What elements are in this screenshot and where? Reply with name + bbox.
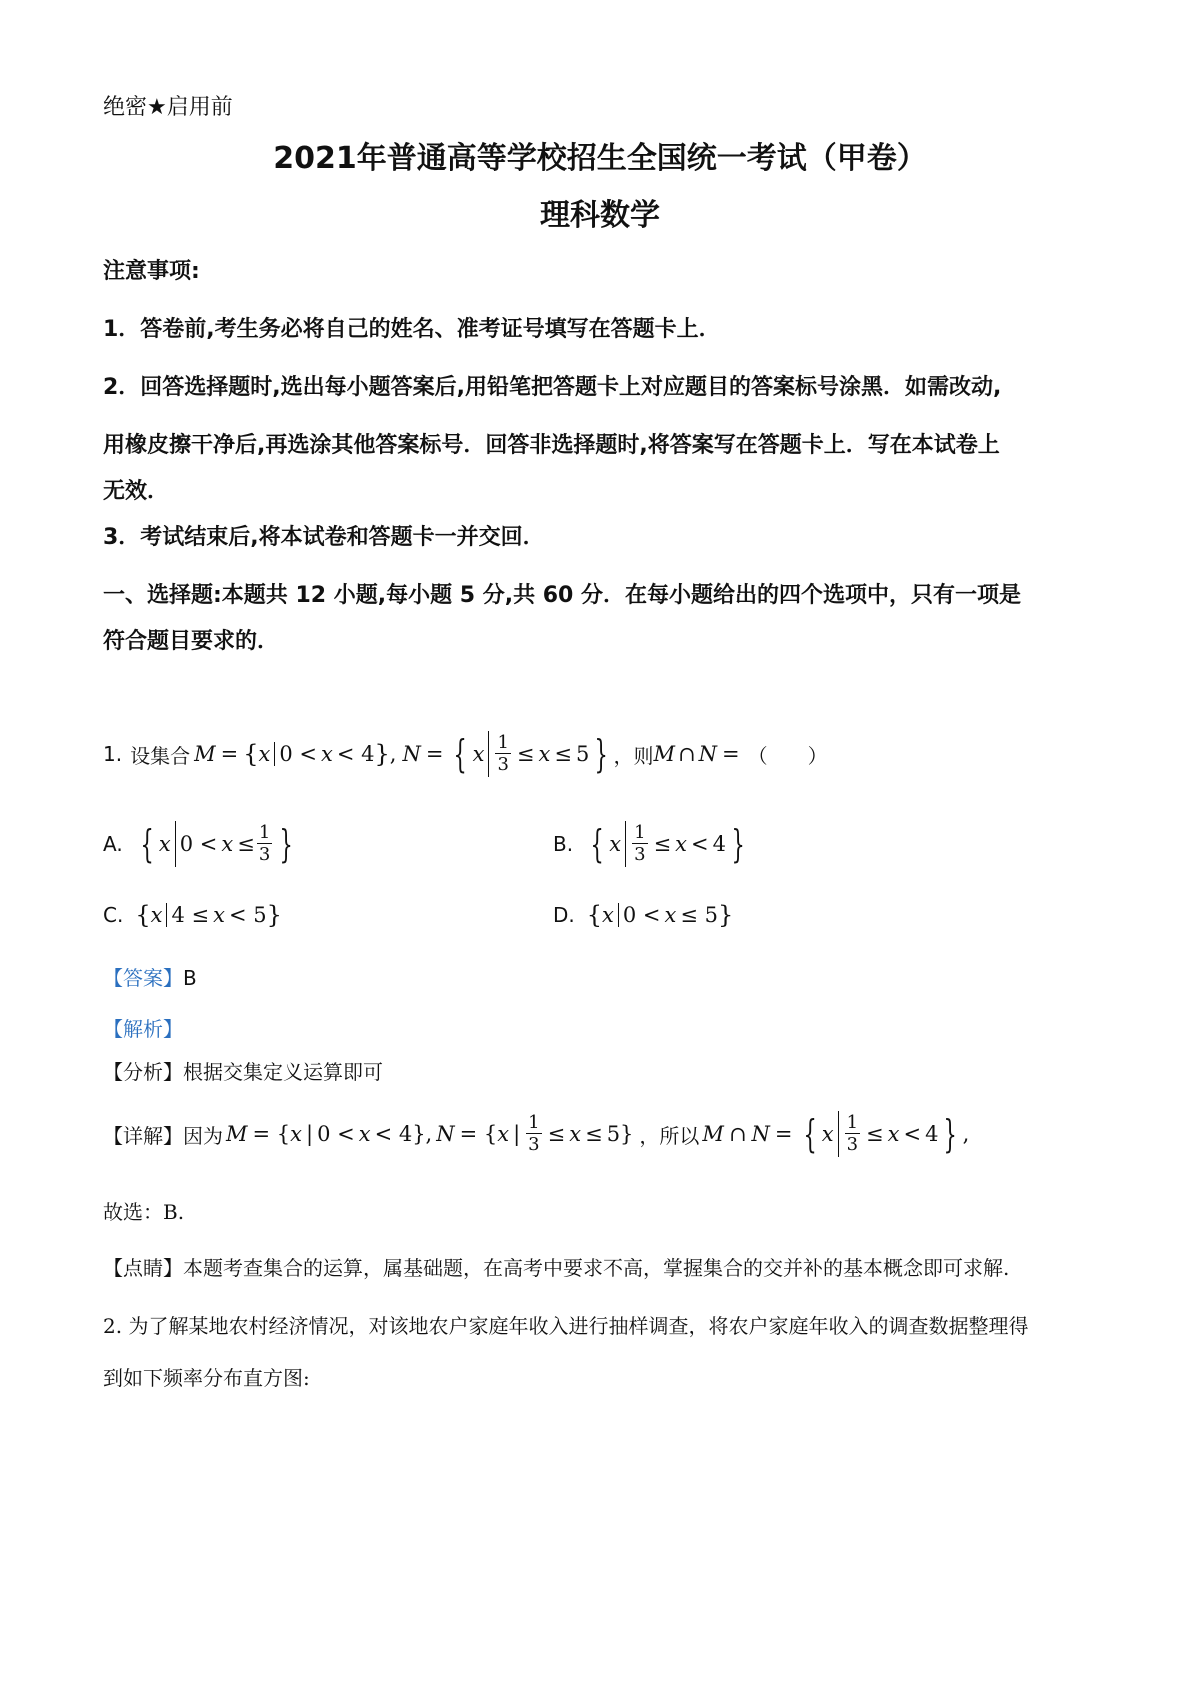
comment-tag: 【点睛】: [103, 1256, 183, 1280]
notice-item-1: 1．答卷前,考生务必将自己的姓名、准考证号填写在答题卡上．: [103, 317, 721, 342]
comment-line: [103, 1252, 1009, 1281]
notice-item-3: 3．考试结束后,将本试卷和答题卡一并交回．: [103, 525, 545, 550]
answer-line: [103, 962, 197, 991]
fenxi-tag: 【分析】: [103, 1060, 183, 1084]
detail-prefix: 因为: [183, 1123, 223, 1148]
notice-item-2-line-1: 2．回答选择题时,选出每小题答案后,用铅笔把答题卡上对应题目的答案标号涂黑．如需改动,: [103, 375, 1002, 400]
section-1-line-1: 一、选择题:本题共 12 小题,每小题 5 分,共 60 分．在每小题给出的四个选项中，只有一项是: [103, 583, 1022, 608]
option-d-set: { x 0 < x ≤ 5 }: [586, 901, 734, 929]
comment-text: 本题考查集合的运算，属基础题，在高考中要求不高，掌握集合的交并补的基本概念即可求解.: [183, 1256, 1010, 1280]
notice-item-2-line-2: 用橡皮擦干净后,再选涂其他答案标号．回答非选择题时,将答案写在答题卡上．写在本试卷上: [103, 433, 1000, 458]
option-c[interactable]: [103, 898, 282, 932]
notice-heading: 注意事项:: [103, 259, 200, 284]
option-c-label: C.: [103, 903, 124, 927]
question-2-line-2: 到如下频率分布直方图:: [103, 1366, 310, 1390]
intersection-expression: M ∩ N =: [653, 742, 740, 766]
question-1-stem-suffix: ，则: [613, 743, 654, 768]
detail-mid: ，所以: [639, 1123, 700, 1148]
exam-title: 2021年普通高等学校招生全国统一考试（甲卷）: [273, 141, 927, 176]
answer-value: B: [183, 966, 197, 990]
question-1-paren: （ ）: [747, 743, 828, 768]
question-2-line-1: 2. 为了解某地农村经济情况，对该地农户家庭年收入进行抽样调查，将农户家庭年收入的调查数据整理得: [103, 1314, 1029, 1338]
fenxi-line: [103, 1056, 383, 1085]
secret-label: 绝密★启用前: [103, 95, 233, 120]
detail-line: [103, 1106, 969, 1162]
option-b-set: { x $\frac{1}{3}$ ≤ x < 4 }: [590, 822, 745, 866]
question-1-number: 1.: [103, 742, 123, 766]
option-a-set: { x 0 < x ≤ $\frac{1}{3}$ }: [140, 822, 294, 866]
option-c-set: { x 4 ≤ x < 5 }: [135, 901, 282, 929]
option-d-label: D.: [553, 903, 575, 927]
option-b[interactable]: [553, 816, 750, 872]
fenxi-text: 根据交集定义运算即可: [183, 1060, 383, 1084]
option-d[interactable]: [553, 898, 733, 932]
analysis-tag: 【解析】: [103, 1017, 183, 1041]
choose-line: 故选：B.: [103, 1200, 185, 1224]
option-a[interactable]: [103, 816, 298, 872]
question-1-stem: [103, 726, 828, 782]
exam-subtitle: 理科数学: [540, 198, 660, 233]
option-b-label: B.: [553, 832, 574, 856]
detail-sets: M = { x | 0 < x < 4}, N = { x | $\frac{1}{3}$ ≤ x ≤ 5}: [226, 1112, 634, 1155]
detail-result: M ∩ N = { x $\frac{1}{3}$ ≤ x < 4 } ,: [702, 1112, 970, 1156]
question-1-stem-prefix: 设集合: [130, 743, 191, 768]
option-a-label: A.: [103, 832, 123, 856]
notice-item-2-line-3: 无效．: [103, 479, 170, 504]
detail-tag: 【详解】: [103, 1123, 183, 1148]
set-m-definition: M = { x 0 < x < 4 } , N = { x $\frac{1}{3}$ ≤ x ≤ 5 }: [194, 732, 609, 776]
answer-tag: 【答案】: [103, 966, 183, 990]
section-1-line-2: 符合题目要求的．: [103, 629, 280, 654]
